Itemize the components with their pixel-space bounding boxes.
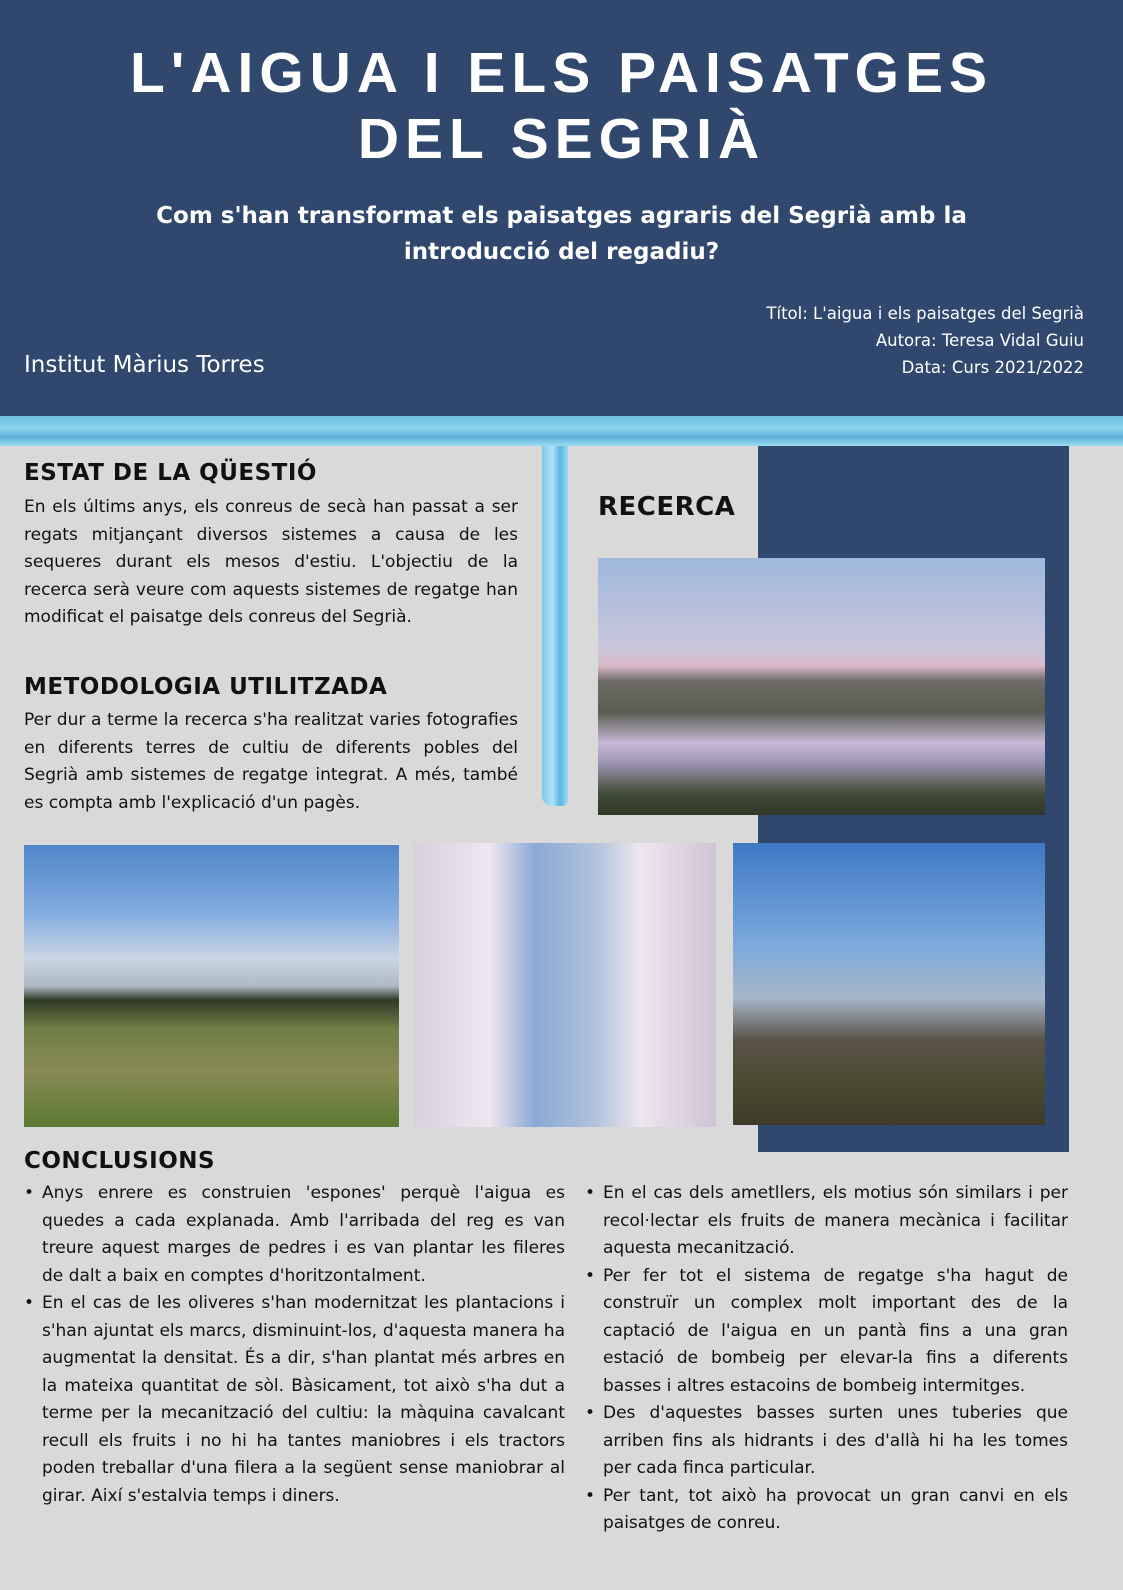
conclusions-left-list	[24, 1180, 565, 1510]
poster-title	[0, 40, 1123, 172]
water-strip	[0, 416, 1123, 446]
meta-date: Data: Curs 2021/2022	[901, 358, 1084, 377]
water-brush-stroke	[542, 446, 568, 806]
conclusion-item: • Des d'aquestes basses surten unes tuberies que arriben fins als hidrants i des d'allà hi ha les tomes per cada finca particular.	[585, 1400, 1068, 1483]
photo-irrigation-station	[733, 843, 1045, 1125]
subtitle: Com s'han transformat els paisatges agraris del Segrià amb la introducció del regadiu?	[156, 203, 967, 265]
estat-text: En els últims anys, els conreus de secà han passat a ser regats mitjançant diversos sistemes a causa de les sequeres durant els mesos d'estiu. L'objectiu de la recerca serà veure com aquests sistemes de regatge han modificat el paisatge dels conreus del Segrià.	[24, 497, 518, 627]
photo-landscape-almond-fields	[598, 558, 1045, 815]
header	[0, 0, 1123, 418]
metodologia-heading: METODOLOGIA UTILITZADA	[24, 674, 388, 700]
conclusions-right-list	[585, 1180, 1068, 1538]
title-line-2: DEL SEGRIÀ	[357, 107, 766, 171]
title-line-1: L'AIGUA I ELS PAISATGES	[129, 41, 994, 105]
recerca-heading: RECERCA	[598, 492, 736, 522]
conclusion-item: • En el cas de les oliveres s'han modernitzat les plantacions i s'han ajuntat els marcs, disminuint-los, d'aquesta manera ha augmentat la densitat. És a dir, s'han plantat més arbres en la mateixa quantitat de sòl. Bàsicament, tot això s'ha dut a terme per la mecanització del cultiu: la màquina cavalcant recull els fruits i no hi ha tantes maniobres i els tractors poden treballar d'una filera a la següent sense maniobrar al girar. Així s'estalvia temps i diners.	[24, 1290, 565, 1510]
meta-author: Autora: Teresa Vidal Guiu	[875, 331, 1084, 350]
metodologia-text: Per dur a terme la recerca s'ha realitzat varies fotografies en diferents terres de cultiu de diferents pobles del Segrià amb sistemes de regatge integrat. A més, també es compta amb l'explicació d'un pagès.	[24, 710, 518, 813]
photo-olive-rows	[24, 845, 399, 1127]
meta-title: Títol: L'aigua i els paisatges del Segrià	[766, 304, 1084, 323]
conclusion-item: • Per tant, tot això ha provocat un gran canvi en els paisatges de conreu.	[585, 1483, 1068, 1538]
conclusion-item: • En el cas dels ametllers, els motius són similars i per recol·lectar els fruits de manera mecànica i facilitar aquesta mecanització.	[585, 1180, 1068, 1263]
conclusion-item: • Per fer tot el sistema de regatge s'ha hagut de construïr un complex molt important des de la captació de l'aigua en un pantà fins a una gran estació de bombeig per elevar-la fins a diferents basses i altres estacoins de bombeig intermitges.	[585, 1263, 1068, 1401]
conclusion-item: • Anys enrere es construien 'espones' perquè l'aigua es quedes a cada explanada. Amb l'arribada del reg es van treure aquest marges de pedres i es van plantar les fileres de dalt a baix en comptes d'horitzontalment.	[24, 1180, 565, 1290]
conclusions-heading: CONCLUSIONS	[24, 1148, 216, 1174]
school-name: Institut Màrius Torres	[24, 352, 265, 378]
photo-almond-blossom-rows	[414, 843, 716, 1127]
poster-meta	[766, 300, 1084, 381]
estat-heading: ESTAT DE LA QÜESTIÓ	[24, 460, 317, 486]
